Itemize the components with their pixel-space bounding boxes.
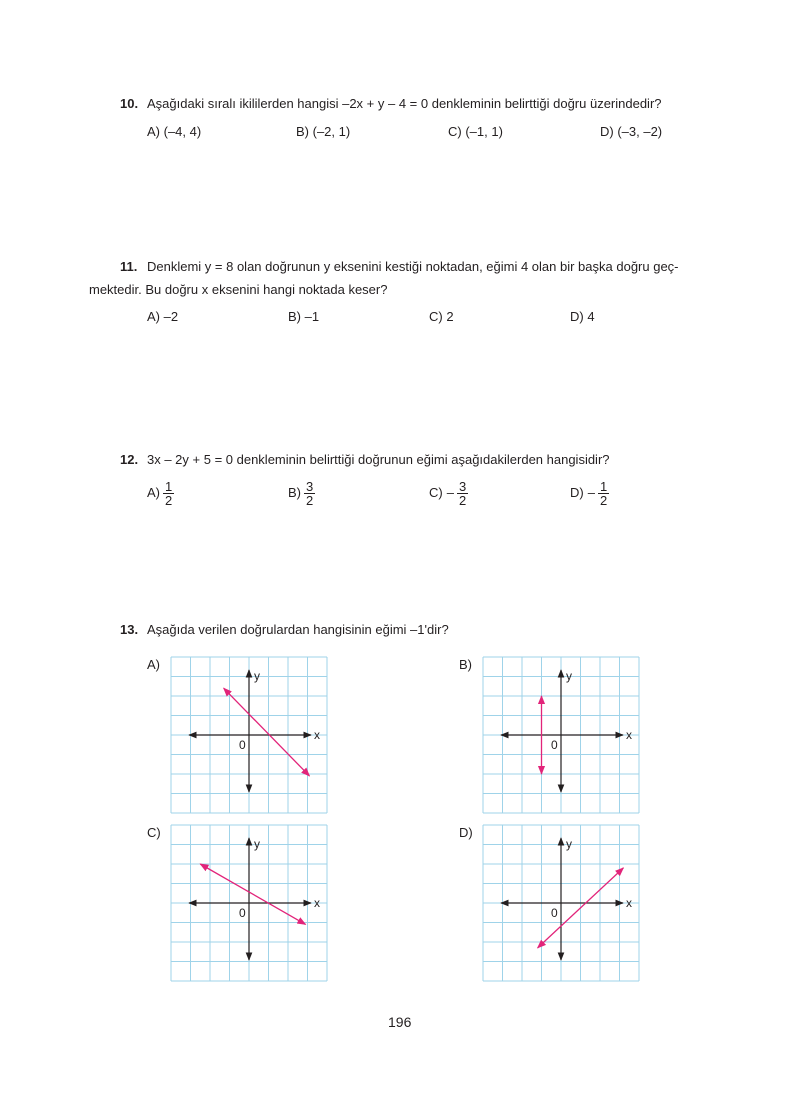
fraction-denominator: 2 (306, 493, 314, 508)
q12-option-b[interactable] (288, 480, 315, 507)
q11-option-d[interactable]: D) 4 (570, 309, 595, 324)
q13-option-a-label[interactable]: A) (147, 657, 160, 672)
fraction-numerator: 1 (165, 479, 173, 494)
x-axis-label: x (314, 728, 320, 742)
q13-option-c-label[interactable]: C) (147, 825, 161, 840)
q12-option-d-sign: – (587, 484, 595, 500)
q12-option-a[interactable] (147, 480, 174, 507)
plotted-line (224, 688, 310, 776)
q13-option-d-label[interactable]: D) (459, 825, 473, 840)
fraction-denominator: 2 (165, 493, 173, 508)
q13-text: Aşağıda verilen doğrulardan hangisinin eğimi –1'dir? (147, 622, 449, 637)
origin-label: 0 (551, 738, 558, 752)
x-axis-label: x (314, 896, 320, 910)
q11-option-c[interactable]: C) 2 (429, 309, 454, 324)
fraction-denominator: 2 (458, 493, 467, 508)
y-axis-label: y (566, 669, 572, 683)
q12-option-c-label: C) (429, 484, 443, 500)
page-number: 196 (388, 1014, 412, 1030)
q12-option-d-fraction (598, 480, 609, 507)
q10-option-b[interactable]: B) (–2, 1) (296, 124, 351, 139)
q12-option-c-sign: – (446, 484, 454, 500)
q12-number: 12. (120, 452, 139, 467)
plotted-line (200, 864, 305, 924)
q10-text: Aşağıdaki sıralı ikililerden hangisi –2x + y – 4 = 0 denkleminin belirttiği doğru üzerindedir? (147, 96, 662, 111)
q12-option-d-label: D) (570, 484, 584, 500)
q12-option-c[interactable] (429, 480, 468, 507)
fraction-denominator: 2 (599, 493, 608, 508)
x-axis-label: x (626, 896, 632, 910)
q10-option-c[interactable]: C) (–1, 1) (448, 124, 503, 139)
q11-option-b[interactable]: B) –1 (288, 309, 320, 324)
q12-option-a-fraction (163, 480, 174, 507)
x-axis-label: x (626, 728, 632, 742)
q12-option-d[interactable] (570, 480, 609, 507)
q12-text: 3x – 2y + 5 = 0 denkleminin belirttiği doğrunun eğimi aşağıdakilerden hangisidir? (147, 452, 610, 467)
graph-a[interactable] (171, 657, 327, 813)
fraction-numerator: 3 (458, 479, 467, 494)
graph-b[interactable] (483, 657, 639, 813)
q10-number: 10. (120, 96, 139, 111)
q11-number: 11. (120, 259, 138, 274)
q10-option-a[interactable]: A) (–4, 4) (147, 124, 202, 139)
origin-label: 0 (551, 906, 558, 920)
y-axis-label: y (254, 669, 260, 683)
q12-option-b-fraction (304, 480, 315, 507)
q12-option-b-label: B) (288, 484, 301, 500)
y-axis-label: y (254, 837, 260, 851)
q11-option-a[interactable]: A) –2 (147, 309, 179, 324)
y-axis-label: y (566, 837, 572, 851)
q13-number: 13. (120, 622, 139, 637)
q11-text-line2: mektedir. Bu doğru x eksenini hangi noktada keser? (89, 282, 388, 297)
fraction-numerator: 1 (599, 479, 608, 494)
q13-option-b-label[interactable]: B) (459, 657, 472, 672)
graph-d[interactable] (483, 825, 639, 981)
q12-option-a-label: A) (147, 484, 160, 500)
q11-text-line1: Denklemi y = 8 olan doğrunun y eksenini kestiği noktadan, eğimi 4 olan bir başka doğru geç- (147, 259, 679, 274)
origin-label: 0 (239, 906, 246, 920)
q12-option-c-fraction (457, 480, 468, 507)
fraction-numerator: 3 (306, 479, 314, 494)
origin-label: 0 (239, 738, 246, 752)
graph-c[interactable] (171, 825, 327, 981)
q10-option-d[interactable]: D) (–3, –2) (600, 124, 663, 139)
